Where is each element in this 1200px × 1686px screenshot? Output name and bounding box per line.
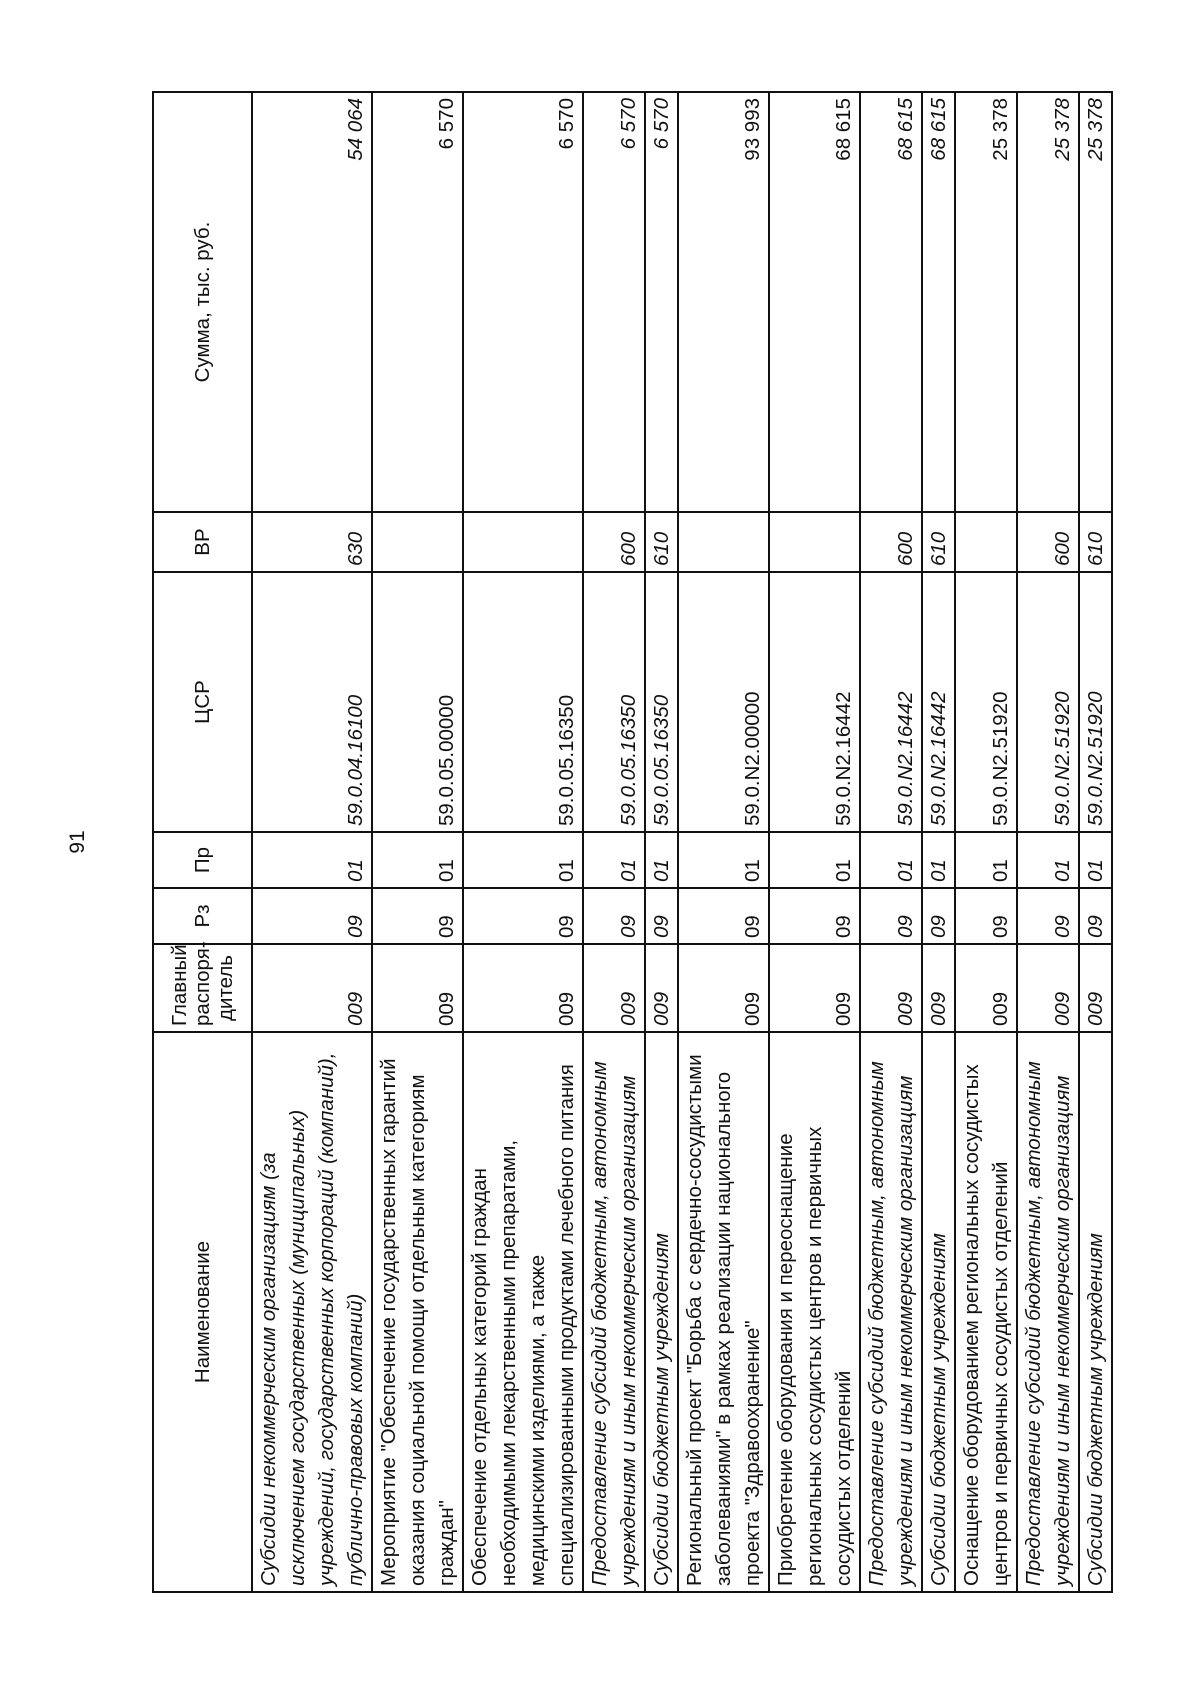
cell-sum: 25 378	[955, 92, 1017, 512]
cell-vr: 600	[583, 512, 645, 572]
cell-pr: 01	[252, 832, 372, 888]
cell-rz: 09	[678, 888, 769, 944]
cell-name: Региональный проект "Борьба с сердечно-сосудистыми заболеваниями" в рамках реализации национального проекта "Здравоохранение"	[678, 1032, 769, 1592]
cell-name: Оснащение оборудованием региональных сосудистых центров и первичных сосудистых отделений	[955, 1032, 1017, 1592]
cell-name: Субсидии бюджетным учреждениям	[922, 1032, 955, 1592]
cell-pr: 01	[922, 832, 955, 888]
cell-pr: 01	[769, 832, 860, 888]
cell-pr: 01	[583, 832, 645, 888]
cell-pr: 01	[860, 832, 922, 888]
cell-sum: 6 570	[583, 92, 645, 512]
cell-grbs: 009	[583, 944, 645, 1032]
cell-csr: 59.0.04.16100	[252, 572, 372, 832]
header-vr: ВР	[153, 512, 252, 572]
header-pr: Пр	[153, 832, 252, 888]
cell-rz: 09	[1079, 888, 1112, 944]
cell-pr: 01	[463, 832, 583, 888]
cell-grbs: 009	[1017, 944, 1079, 1032]
cell-pr: 01	[645, 832, 678, 888]
table-row	[678, 92, 769, 1592]
cell-csr: 59.0.N2.51920	[1079, 572, 1112, 832]
cell-grbs: 009	[645, 944, 678, 1032]
cell-csr: 59.0.05.16350	[645, 572, 678, 832]
header-grbs: Главный распоря-дитель	[153, 944, 252, 1032]
cell-csr: 59.0.N2.00000	[678, 572, 769, 832]
cell-pr: 01	[1079, 832, 1112, 888]
table-row	[769, 92, 860, 1592]
budget-table	[152, 91, 1113, 1593]
cell-csr: 59.0.N2.16442	[922, 572, 955, 832]
cell-grbs: 009	[1079, 944, 1112, 1032]
cell-pr: 01	[678, 832, 769, 888]
cell-name: Предоставление субсидий бюджетным, автономным учреждениям и иным некоммерческим организациям	[583, 1032, 645, 1592]
cell-name: Субсидии некоммерческим организациям (за исключением государственных (муниципальных) учреждений, государственных корпораций (компаний), публично-правовых компаний)	[252, 1032, 372, 1592]
rotated-table-container	[152, 93, 1107, 1593]
cell-vr	[678, 512, 769, 572]
cell-grbs: 009	[678, 944, 769, 1032]
cell-vr: 600	[1017, 512, 1079, 572]
table-body	[252, 92, 1112, 1592]
cell-grbs: 009	[463, 944, 583, 1032]
cell-csr: 59.0.N2.51920	[1017, 572, 1079, 832]
cell-pr: 01	[372, 832, 463, 888]
cell-vr	[463, 512, 583, 572]
cell-rz: 09	[645, 888, 678, 944]
table-row	[955, 92, 1017, 1592]
cell-grbs: 009	[252, 944, 372, 1032]
table-row	[922, 92, 955, 1592]
cell-sum: 25 378	[1079, 92, 1112, 512]
table-row	[1079, 92, 1112, 1592]
cell-sum: 93 993	[678, 92, 769, 512]
cell-csr: 59.0.05.16350	[463, 572, 583, 832]
cell-rz: 09	[463, 888, 583, 944]
cell-sum: 54 064	[252, 92, 372, 512]
cell-sum: 25 378	[1017, 92, 1079, 512]
header-sum: Сумма, тыс. руб.	[153, 92, 252, 512]
header-row	[153, 92, 252, 1592]
cell-rz: 09	[955, 888, 1017, 944]
cell-sum: 6 570	[372, 92, 463, 512]
cell-grbs: 009	[769, 944, 860, 1032]
cell-vr: 610	[1079, 512, 1112, 572]
cell-rz: 09	[583, 888, 645, 944]
header-csr: ЦСР	[153, 572, 252, 832]
cell-rz: 09	[769, 888, 860, 944]
cell-name: Приобретение оборудования и переоснащение региональных сосудистых центров и первичных сосудистых отделений	[769, 1032, 860, 1592]
cell-sum: 6 570	[463, 92, 583, 512]
header-name: Наименование	[153, 1032, 252, 1592]
cell-vr	[955, 512, 1017, 572]
cell-sum: 68 615	[860, 92, 922, 512]
cell-grbs: 009	[860, 944, 922, 1032]
cell-name: Предоставление субсидий бюджетным, автономным учреждениям и иным некоммерческим организациям	[860, 1032, 922, 1592]
table-row	[1017, 92, 1079, 1592]
cell-vr	[769, 512, 860, 572]
cell-vr	[372, 512, 463, 572]
cell-rz: 09	[922, 888, 955, 944]
header-rz: Рз	[153, 888, 252, 944]
cell-vr: 630	[252, 512, 372, 572]
table-row	[645, 92, 678, 1592]
cell-name: Мероприятие "Обеспечение государственных гарантий оказания социальной помощи отдельным категориям граждан"	[372, 1032, 463, 1592]
cell-rz: 09	[372, 888, 463, 944]
cell-name: Предоставление субсидий бюджетным, автономным учреждениям и иным некоммерческим организациям	[1017, 1032, 1079, 1592]
cell-csr: 59.0.05.00000	[372, 572, 463, 832]
table-row	[463, 92, 583, 1592]
cell-csr: 59.0.N2.51920	[955, 572, 1017, 832]
cell-sum: 6 570	[645, 92, 678, 512]
cell-csr: 59.0.N2.16442	[860, 572, 922, 832]
cell-vr: 610	[922, 512, 955, 572]
table-row	[252, 92, 372, 1592]
table-row	[860, 92, 922, 1592]
cell-pr: 01	[1017, 832, 1079, 888]
cell-vr: 610	[645, 512, 678, 572]
cell-name: Субсидии бюджетным учреждениям	[645, 1032, 678, 1592]
table-row	[372, 92, 463, 1592]
cell-grbs: 009	[922, 944, 955, 1032]
cell-rz: 09	[860, 888, 922, 944]
cell-csr: 59.0.05.16350	[583, 572, 645, 832]
cell-rz: 09	[1017, 888, 1079, 944]
cell-pr: 01	[955, 832, 1017, 888]
cell-name: Субсидии бюджетным учреждениям	[1079, 1032, 1112, 1592]
cell-vr: 600	[860, 512, 922, 572]
cell-grbs: 009	[372, 944, 463, 1032]
cell-sum: 68 615	[922, 92, 955, 512]
cell-csr: 59.0.N2.16442	[769, 572, 860, 832]
cell-name: Обеспечение отдельных категорий граждан необходимыми лекарственными препаратами, медицинскими изделиями, а также специализированными продуктами лечебного питания	[463, 1032, 583, 1592]
cell-rz: 09	[252, 888, 372, 944]
cell-grbs: 009	[955, 944, 1017, 1032]
table-row	[583, 92, 645, 1592]
page-number: 91	[66, 830, 89, 854]
cell-sum: 68 615	[769, 92, 860, 512]
